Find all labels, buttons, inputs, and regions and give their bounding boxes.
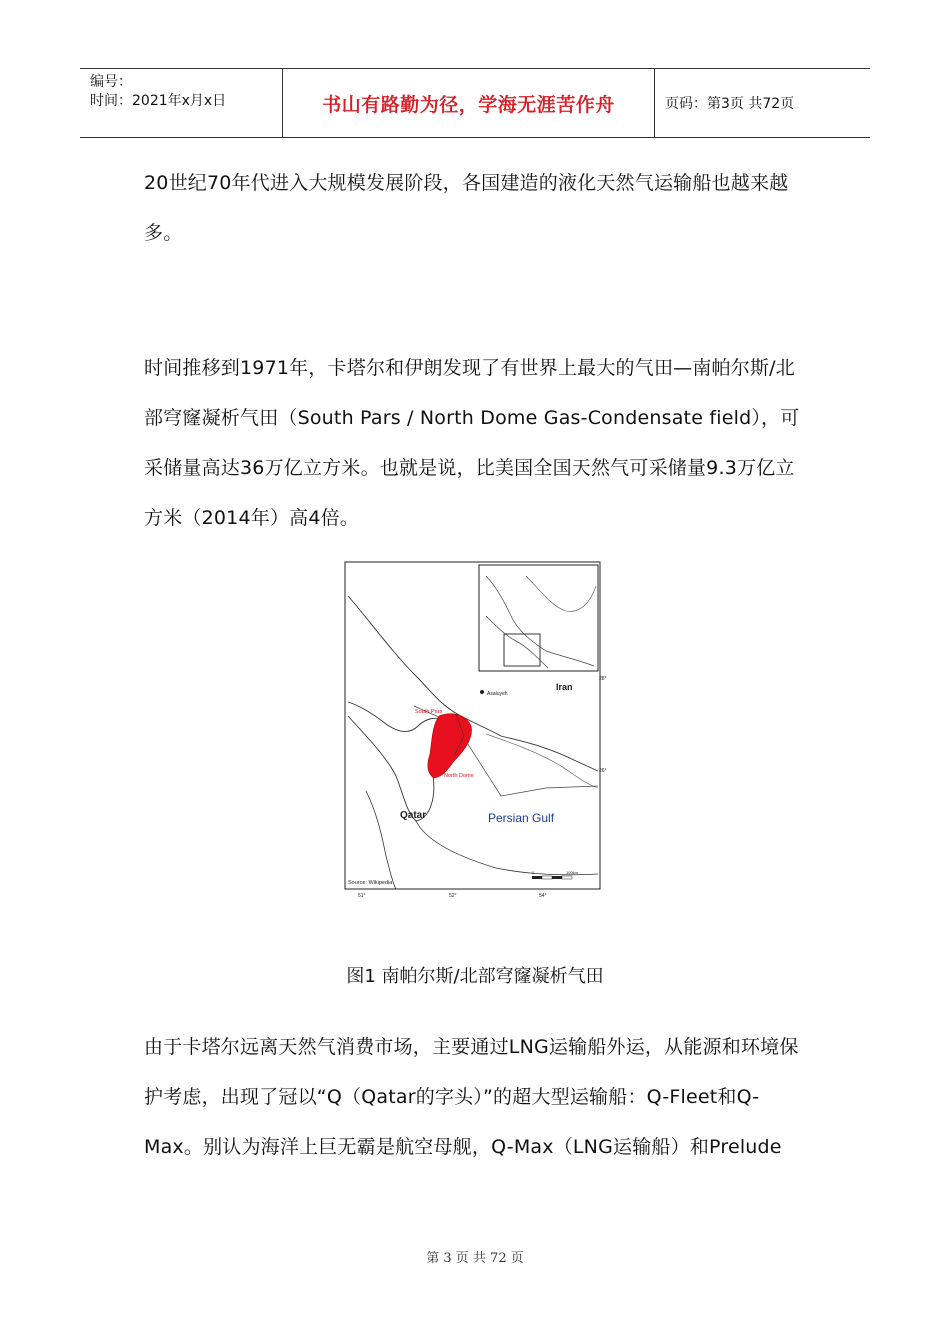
figure-caption: 图1 南帕尔斯/北部穹窿凝析气田 [346, 966, 604, 987]
page-footer: 第 3 页 共 72 页 [426, 1251, 524, 1266]
label-lon-54: 54° [539, 893, 547, 899]
label-source: Source: Wikipedia [348, 880, 393, 886]
label-lat-26: 26° [599, 768, 607, 774]
header-meta [80, 69, 282, 137]
label-lon-52: 52° [449, 893, 457, 899]
paragraph-3: 由于卡塔尔远离天然气消费市场，主要通过LNG运输船外运，从能源和环境保护考虑，出现了冠以“Q（Qatar的字头）”的超大型运输船：Q-Fleet和Q-Max。别认为海洋上巨无霸是航空母舰，Q-Max（LNG运输船）和Prelude [144, 1036, 799, 1158]
header-table [80, 68, 870, 138]
label-iran: Iran [556, 682, 573, 692]
label-persian-gulf: Persian Gulf [488, 811, 555, 825]
number-label: 编号： [90, 74, 132, 90]
label-scale-0: 0 [532, 870, 535, 875]
label-asaluyeh: Asaluyeh [487, 691, 508, 697]
label-north-dome: North Dome [444, 773, 474, 779]
south-pars-map-figure [336, 556, 612, 908]
label-south-pars: South Pars [415, 709, 443, 715]
paragraph-1: 20世纪70年代进入大规模发展阶段，各国建造的液化天然气运输船也越来越多。 [144, 172, 789, 244]
label-qatar: Qatar [400, 810, 427, 821]
label-scale-100: 100km [566, 870, 579, 875]
paragraph-2: 时间推移到1971年，卡塔尔和伊朗发现了有世界上最大的气田—南帕尔斯/北部穹窿凝析气田（South Pars / North Dome Gas-Condensate field），可采储量高达36万亿立方米。也就是说，比美国全国天然气可采储量9.3万亿立方米（2014年）高4倍。 [144, 357, 800, 529]
label-lon-51: 51° [358, 893, 366, 899]
header-motto: 书山有路勤为径，学海无涯苦作舟 [282, 69, 655, 137]
header-page-info: 页码：第3页 共72页 [665, 96, 795, 112]
label-lat-28: 28° [599, 676, 607, 682]
date-label: 时间：2021年x月x日 [90, 93, 227, 109]
